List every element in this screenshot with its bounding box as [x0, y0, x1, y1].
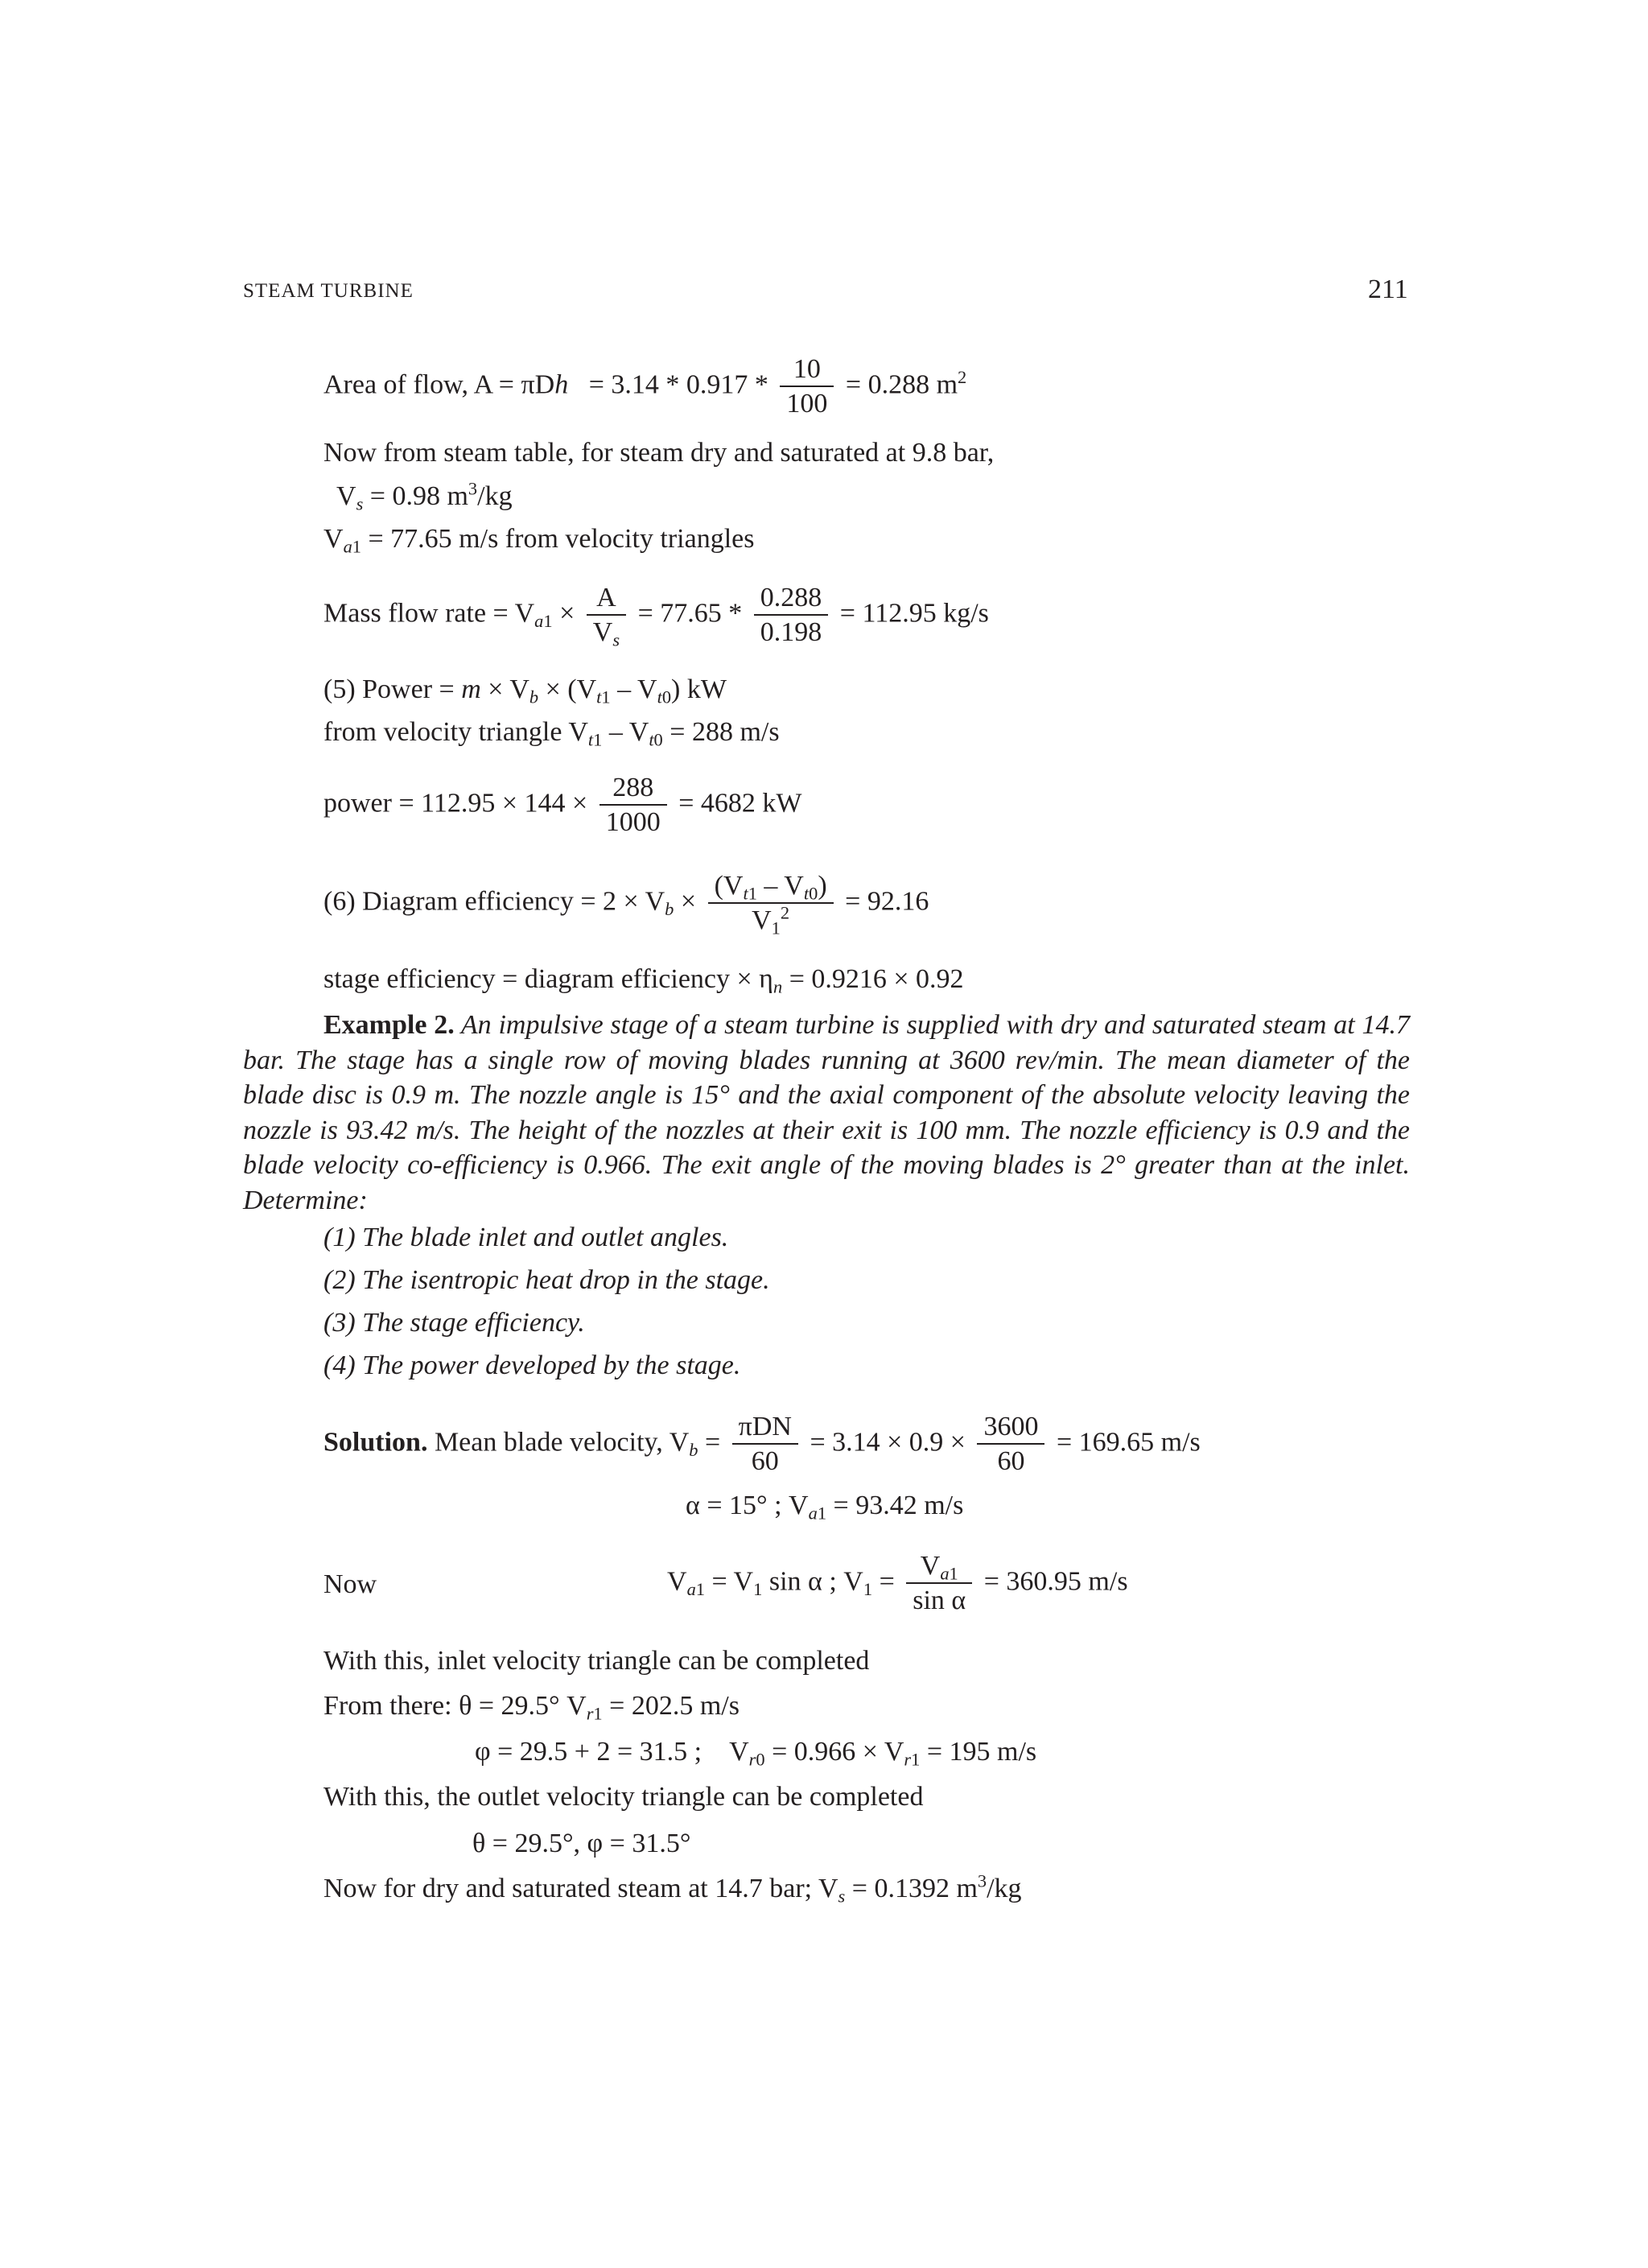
fraction: $\frac{3600}{60}$ [977, 1410, 1044, 1478]
phi-line: φ = 29.5 + 2 = 31.5 ; $V_{r0} = 0.966 \times V_{r1} = 195$ m/s [475, 1737, 1037, 1770]
from-there-line: From there: θ = 29.5° $V_{r1} = 202.5$ m/s [323, 1691, 740, 1724]
mass-flow-equation: Mass flow rate = $V_{a1}$ × $\frac{A}{V_s}$ = 77.65 * $\frac{0.288}{0.198}$ = 112.95 kg/s [323, 583, 989, 651]
diagram-efficiency-equation: (6) Diagram efficiency = $2 \times V_b$ × $\frac{(V_{t1} - V_{t0})}{V_1^2}$ = 92.16 [323, 871, 929, 939]
fraction: $\frac{(V_{t1} - V_{t0})}{V_1^2}$ [708, 869, 834, 938]
fraction: $\frac{\text{πDN}}{60}$ [732, 1410, 798, 1478]
fraction: $\frac{A}{V_s}$ [587, 581, 626, 649]
power-equation: power = 112.95 × 144 × $\frac{288}{1000}$ = 4682 kW [323, 771, 802, 839]
angles-line: θ = 29.5°, φ = 31.5° [472, 1829, 691, 1858]
steam-table-line: Now from steam table, for steam dry and saturated at 9.8 bar, [323, 438, 995, 468]
example-label: Example 2. [323, 1010, 455, 1040]
example-paragraph [243, 1008, 1410, 1218]
list-item: (4) The power developed by the stage. [323, 1350, 741, 1380]
now-label: Now [323, 1569, 377, 1599]
fraction: $\frac{10}{100}$ [780, 353, 834, 421]
page-number: 211 [1368, 274, 1408, 304]
list-item: (2) The isentropic heat drop in the stage. [323, 1265, 770, 1295]
solution-label: Solution. [323, 1427, 428, 1458]
list-item: (1) The blade inlet and outlet angles. [323, 1223, 729, 1252]
alpha-line: α = 15° ; $V_{a1} = 93.42$ m/s [686, 1491, 964, 1524]
power-formula-line: (5) Power = $m \times V_b \times (V_{t1} - V_{t0})$ kW [323, 674, 727, 707]
velocity-triangle-line: from velocity triangle $V_{t1} - V_{t0} = 288$ m/s [323, 717, 780, 750]
specific-volume-line: $V_s = 0.98$ $m^3/kg$ [336, 478, 513, 514]
area-of-flow-equation: Area of flow, A = πDh = 3.14 * 0.917 * $\frac{10}{100}$ = 0.288 $m^2$ [323, 353, 966, 421]
fraction: $\frac{288}{1000}$ [599, 771, 667, 839]
stage-efficiency-line: stage efficiency = diagram efficiency × $\eta_n = 0.9216 \times 0.92$ [323, 964, 964, 997]
example-text: An impulsive stage of a steam turbine is supplied with dry and saturated steam at 14.7 bar. The stage has a single row of moving blades running at 3600 rev/min. The mean diameter of the blade disc is 0.9 m. The nozzle angle is 15° and the axial component of the absolute velocity leaving the nozzle is 93.42 m/s. The height of the nozzles at their exit is 100 mm. The nozzle efficiency is 0.9 and the blade velocity co-efficiency is 0.966. The exit angle of the moving blades is 2° greater than at the inlet. Determine: [243, 1010, 1410, 1215]
solution-equation: Solution. Mean blade velocity, $V_b$ = $\frac{\text{πDN}}{60}$ = 3.14 × 0.9 × $\frac{3600}{60}$ = 169.65 m/s [323, 1410, 1201, 1478]
inlet-triangle-line: With this, inlet velocity triangle can be completed [323, 1646, 870, 1676]
running-title: STEAM TURBINE [243, 280, 414, 302]
fraction: $\frac{V_{a1}}{\text{sin α}}$ [906, 1549, 972, 1618]
outlet-triangle-line: With this, the outlet velocity triangle can be completed [323, 1782, 924, 1812]
axial-velocity-line: $V_{a1} = 77.65$ m/s from velocity triangles [323, 524, 755, 557]
fraction: $\frac{0.288}{0.198}$ [754, 581, 829, 649]
specific-volume-final-line: Now for dry and saturated steam at 14.7 bar; $V_s = 0.1392$ $m^3/kg$ [323, 1870, 1022, 1907]
absolute-velocity-equation: $V_{a1} = V_1$ sin α ; $V_1$ = $\frac{V_{a1}}{\text{sin α}}$ = 360.95 m/s [667, 1549, 1128, 1618]
list-item: (3) The stage efficiency. [323, 1308, 585, 1338]
